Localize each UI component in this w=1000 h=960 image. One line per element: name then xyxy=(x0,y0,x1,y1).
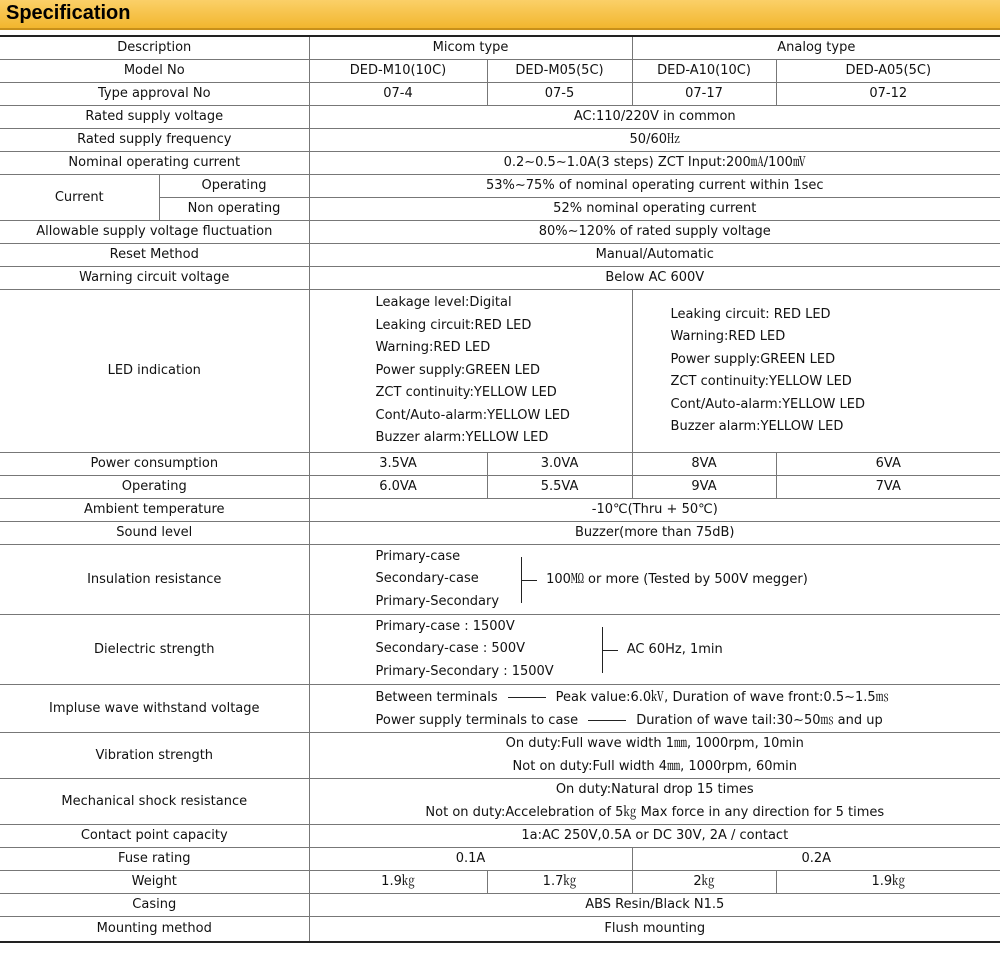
row-label: Vibration strength xyxy=(0,733,309,779)
cell: DED-A05(5C) xyxy=(776,60,1000,83)
cell: DED-M05(5C) xyxy=(487,60,632,83)
cell: 53%∼75% of nominal operating current within 1sec xyxy=(309,175,1000,198)
cell: 07-5 xyxy=(487,83,632,106)
impulse-term: Power supply terminals to case xyxy=(375,712,579,728)
table-row xyxy=(0,499,1000,522)
led-line: Power supply:GREEN LED xyxy=(670,351,836,367)
cell: 52% nominal operating current xyxy=(309,198,1000,221)
row-label: Nominal operating current xyxy=(0,152,309,175)
cell: 6VA xyxy=(776,453,1000,476)
cell: DED-A10(10C) xyxy=(632,60,776,83)
row-label: Casing xyxy=(0,894,309,917)
cell: Flush mounting xyxy=(309,917,1000,942)
cell: -10℃(Thru + 50℃) xyxy=(309,499,1000,522)
led-micom-list xyxy=(309,290,632,453)
row-label: Weight xyxy=(0,871,309,894)
cell: 6.0VA xyxy=(309,476,487,499)
led-line: Cont/Auto-alarm:YELLOW LED xyxy=(375,407,570,423)
row-label: Mounting method xyxy=(0,917,309,942)
header-analog: Analog type xyxy=(632,36,1000,60)
table-row xyxy=(0,848,1000,871)
led-line: Buzzer alarm:YELLOW LED xyxy=(375,430,549,446)
insulation-line: Primary-Secondary xyxy=(375,593,500,609)
table-row xyxy=(0,290,1000,453)
led-line: ZCT continuity:YELLOW LED xyxy=(670,374,852,389)
cell: Manual/Automatic xyxy=(309,244,1000,267)
row-label: Operating xyxy=(0,476,309,499)
led-line: Warning:RED LED xyxy=(670,329,786,344)
row-label: Type approval No xyxy=(0,83,309,106)
cell: 07-12 xyxy=(776,83,1000,106)
title-bar xyxy=(0,0,1000,30)
dash-line xyxy=(508,697,546,698)
table-row xyxy=(0,83,1000,106)
dielectric-value: AC 60Hz, 1min xyxy=(626,641,723,657)
shock-line: On duty:Natural drop 15 times xyxy=(555,782,754,797)
table-row xyxy=(0,267,1000,290)
cell: Buzzer(more than 75dB) xyxy=(309,522,1000,545)
row-label: Fuse rating xyxy=(0,848,309,871)
row-label: Mechanical shock resistance xyxy=(0,779,309,825)
row-label: Model No xyxy=(0,60,309,83)
insulation-value: 100㏁ or more (Tested by 500V megger) xyxy=(546,571,808,587)
cell: ABS Resin/Black N1.5 xyxy=(309,894,1000,917)
led-line: Cont/Auto-alarm:YELLOW LED xyxy=(670,396,865,412)
row-label: Ambient temperature xyxy=(0,499,309,522)
led-line: Leaking circuit: RED LED xyxy=(670,306,831,322)
insulation-line: Primary-case xyxy=(375,548,461,564)
cell: 3.5VA xyxy=(309,453,487,476)
table-row xyxy=(0,175,1000,198)
table-row xyxy=(0,545,1000,615)
table-row xyxy=(0,733,1000,779)
led-line: Warning:RED LED xyxy=(375,340,491,356)
shock-line: Not on duty:Accelebration of 5㎏ Max force in any direction for 5 times xyxy=(425,804,885,820)
led-line: ZCT continuity:YELLOW LED xyxy=(375,385,557,401)
impulse-term: Between terminals xyxy=(375,689,498,705)
impulse-line xyxy=(312,686,999,709)
led-line: Leakage level:Digital xyxy=(375,295,512,311)
impulse-desc: Peak value:6.0㎸, Duration of wave front:0.5∼1.5㎳ xyxy=(555,689,889,705)
cell: 1a:AC 250V,0.5A or DC 30V, 2A / contact xyxy=(309,825,1000,848)
cell: DED-M10(10C) xyxy=(309,60,487,83)
cell: 1.7㎏ xyxy=(487,871,632,894)
impulse-cell xyxy=(309,685,1000,733)
header-micom: Micom type xyxy=(309,36,632,60)
led-line: Leaking circuit:RED LED xyxy=(375,317,532,333)
row-label: LED indication xyxy=(0,290,309,453)
table-row xyxy=(0,106,1000,129)
cell: 50/60㎐ xyxy=(309,129,1000,152)
row-label: Current xyxy=(0,175,159,221)
table-row xyxy=(0,60,1000,83)
table-row xyxy=(0,685,1000,733)
vibration-line: Not on duty:Full width 4㎜, 1000rpm, 60min xyxy=(512,758,798,774)
table-row xyxy=(0,522,1000,545)
table-row xyxy=(0,825,1000,848)
brace-connector xyxy=(588,627,603,673)
row-label: Rated supply voltage xyxy=(0,106,309,129)
cell: 5.5VA xyxy=(487,476,632,499)
row-label: Allowable supply voltage fluctuation xyxy=(0,221,309,244)
insulation-cell xyxy=(309,545,1000,615)
row-label: Reset Method xyxy=(0,244,309,267)
spec-table xyxy=(0,35,1000,943)
cell: 3.0VA xyxy=(487,453,632,476)
vibration-line: On duty:Full wave width 1㎜, 1000rpm, 10min xyxy=(505,736,804,751)
shock-cell xyxy=(309,779,1000,825)
cell: AC:110/220V in common xyxy=(309,106,1000,129)
table-row xyxy=(0,453,1000,476)
row-label: Rated supply frequency xyxy=(0,129,309,152)
row-label: Power consumption xyxy=(0,453,309,476)
table-row xyxy=(0,917,1000,942)
cell: 1.9㎏ xyxy=(776,871,1000,894)
cell: 0.2∼0.5∼1.0A(3 steps) ZCT Input:200㎃/100㎷ xyxy=(309,152,1000,175)
dielectric-line: Secondary-case : 500V xyxy=(375,641,526,657)
impulse-line xyxy=(312,709,999,732)
led-line: Power supply:GREEN LED xyxy=(375,362,541,378)
dash-line xyxy=(588,720,626,721)
cell: 80%∼120% of rated supply voltage xyxy=(309,221,1000,244)
table-row xyxy=(0,221,1000,244)
table-row xyxy=(0,244,1000,267)
cell: 2㎏ xyxy=(632,871,776,894)
cell: 7VA xyxy=(776,476,1000,499)
cell: 0.1A xyxy=(309,848,632,871)
cell: 07-17 xyxy=(632,83,776,106)
dielectric-line: Primary-case : 1500V xyxy=(375,618,515,634)
row-label: Dielectric strength xyxy=(0,615,309,685)
sub-label: Operating xyxy=(159,175,309,198)
row-label: Warning circuit voltage xyxy=(0,267,309,290)
table-row xyxy=(0,779,1000,825)
page-title: Specification xyxy=(6,2,131,24)
cell: 07-4 xyxy=(309,83,487,106)
cell: 8VA xyxy=(632,453,776,476)
cell: 9VA xyxy=(632,476,776,499)
vibration-cell xyxy=(309,733,1000,779)
table-row xyxy=(0,476,1000,499)
table-row xyxy=(0,871,1000,894)
insulation-line: Secondary-case xyxy=(375,571,479,587)
table-row xyxy=(0,152,1000,175)
table-row xyxy=(0,894,1000,917)
table-header-row xyxy=(0,36,1000,60)
led-line: Buzzer alarm:YELLOW LED xyxy=(670,419,844,434)
row-label: Insulation resistance xyxy=(0,545,309,615)
header-description: Description xyxy=(0,36,309,60)
cell: 1.9㎏ xyxy=(309,871,487,894)
led-analog-list xyxy=(632,290,1000,453)
sub-label: Non operating xyxy=(159,198,309,221)
brace-connector xyxy=(507,557,522,603)
impulse-desc: Duration of wave tail:30∼50㎳ and up xyxy=(636,712,883,728)
cell: 0.2A xyxy=(632,848,1000,871)
row-label: Sound level xyxy=(0,522,309,545)
dielectric-cell xyxy=(309,615,1000,685)
cell: Below AC 600V xyxy=(309,267,1000,290)
dielectric-line: Primary-Secondary : 1500V xyxy=(375,663,554,679)
row-label: Contact point capacity xyxy=(0,825,309,848)
table-row xyxy=(0,615,1000,685)
table-row xyxy=(0,129,1000,152)
row-label: Impluse wave withstand voltage xyxy=(0,685,309,733)
